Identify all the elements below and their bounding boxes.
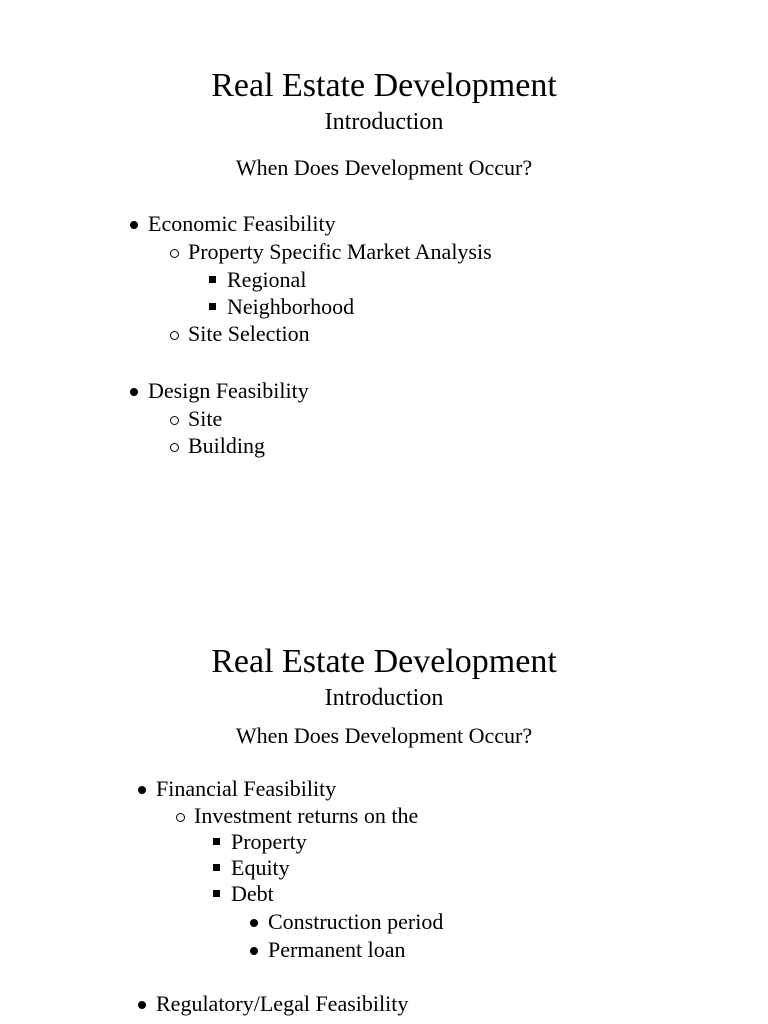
bullet-circle-icon [176, 813, 185, 822]
page-subtitle: Introduction [324, 685, 444, 711]
bullet-circle-icon [170, 443, 179, 452]
bullet-disc-icon [138, 1001, 146, 1009]
bullet-disc-icon [130, 221, 138, 229]
bullet-disc-icon [138, 786, 146, 794]
bullet-circle-icon [170, 249, 179, 258]
bullet-circle-icon [170, 331, 179, 340]
bullet-disc-icon [130, 388, 138, 396]
document-page-2: Real Estate Development Introduction When Does Development Occur? Financial Feasibility Investment returns on the Property Equity Debt Construction period Permanent loan Regulatory/Legal Feasibility [0, 580, 768, 1024]
bullet-square-icon [213, 838, 220, 845]
page-subtitle: Introduction [324, 109, 444, 135]
bullet-square-icon [209, 303, 216, 310]
page-title: Real Estate Development [211, 67, 557, 104]
bullet-square-icon [213, 890, 220, 897]
page-title: Real Estate Development [211, 643, 557, 680]
bullet-disc-icon [250, 947, 258, 955]
bullet-disc-icon [250, 919, 258, 927]
bullet-square-icon [213, 864, 220, 871]
bullet-square-icon [209, 276, 216, 283]
section-question: When Does Development Occur? [235, 155, 533, 180]
document-page-1: Real Estate Development Introduction When Does Development Occur? Economic Feasibility Property Specific Market Analysis Regional Neighborhood Site Selection Design Feasibility Site Building [0, 0, 768, 580]
section-question: When Does Development Occur? [235, 723, 533, 748]
bullet-circle-icon [170, 416, 179, 425]
